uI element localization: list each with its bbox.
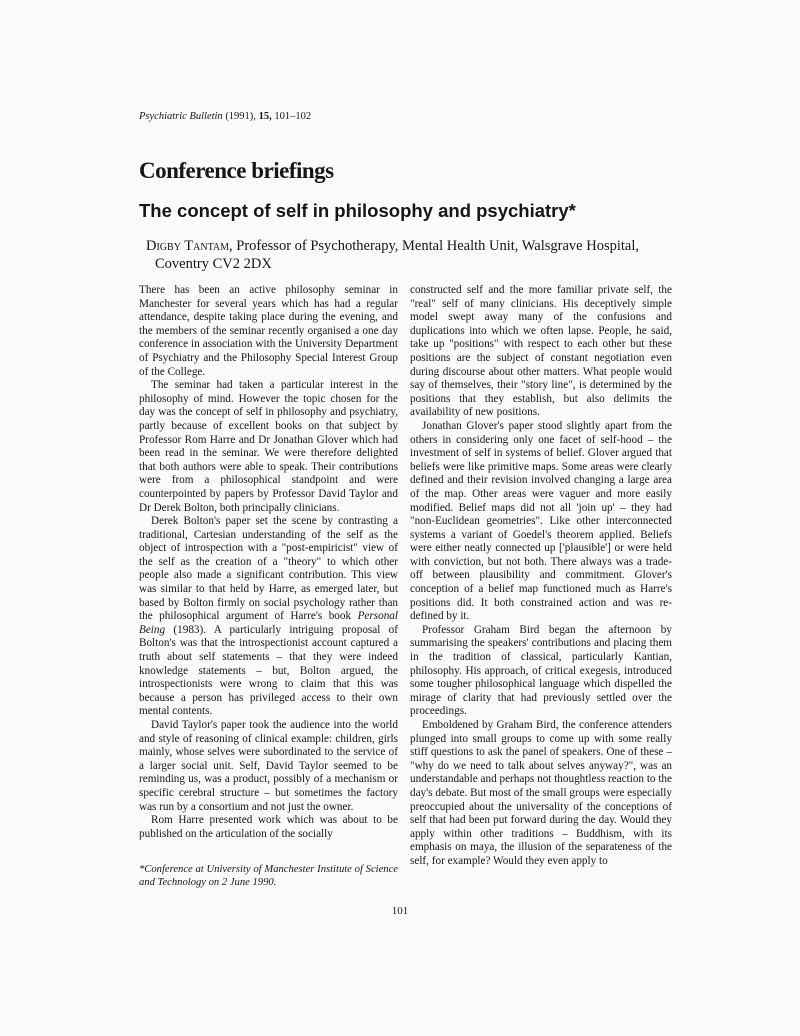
author-affiliation: Professor of Psychotherapy, Mental Health Unit, Walsgrave Hospital, [236, 238, 639, 254]
paragraph: The seminar had taken a particular interest in the philosophy of mind. However the topic chosen for the day was the concept of self in philosophy and psychiatry, partly because of excellent books on that subject by Professor Rom Harre and Dr Jonathan Glover which had been read in the seminar. We were therefore delighted that both authors were able to speak. Their contributions were from a philosophical standpoint and were counterpointed by papers by Professor David Taylor and Dr Derek Bolton, both principally clinicians. [139, 379, 398, 514]
paragraph: David Taylor's paper took the audience into the world and style of reasoning of clinical example: children, girls mainly, whose selves were subordinated to the service of a larger social unit. Self, David Taylor seemed to be reminding us, was a product, possibly of a mechanism or specific cerebral structure – but sometimes the factory was run by a consortium and not just the owner. [139, 719, 398, 813]
page-number: 101 [391, 905, 409, 917]
paragraph: There has been an active philosophy seminar in Manchester for several years which has had a regular attendance, despite taking place during the evening, and the members of the seminar recently organised a one day conference in association with the University Department of Psychiatry and the Philosophy Special Interest Group of the College. [139, 284, 398, 378]
author-address: Coventry CV2 2DX [155, 256, 272, 272]
paragraph: Jonathan Glover's paper stood slightly apart from the others in considering only one facet of self-hood – the investment of self in systems of belief. Glover argued that beliefs were like primitive maps. Some areas were clearly defined and their revision involved changing a large area of the map. Other areas were vaguer and more easily modified. Belief maps did not all 'join up' – they had "non-Euclidean geometries". Like other interconnected systems a variant of Goedel's theorem applied. Beliefs were either neatly connected up ['plausible'] or were held with conviction, but not both. There always was a trade-off between plausibility and commitment. Glover's conception of a belief map functioned much as Harre's positions did. It both constrained action and was re-defined by it. [410, 419, 672, 623]
book-title: Personal Being [139, 610, 398, 636]
paragraph: Emboldened by Graham Bird, the conference attenders plunged into small groups to come up with some really stiff questions to ask the panel of speakers. One of these – "why do we need to talk about selves anyway?", was an understandable and perhaps not thoughtless reaction to the day's debate. But most of the small groups were especially preoccupied about the universality of the conceptions of self that had been put forward during the day. Would they apply within other traditions – Buddhism, with its emphasis on maya, the illusion of the separateness of the self, for example? Would they even apply to [410, 719, 672, 867]
right-column [410, 284, 672, 869]
paragraph: constructed self and the more familiar private self, the "real" self of many clinicians. His deceptively simple model swept away many of the confusions and duplications into which we often lapse. People, he said, take up "positions" with respect to each other but these positions are the subject of constant negotiation even during discourse about other matters. What people would say of themselves, their "story line", is determined by the positions that they establish, but also delimits the availability of new positions. [410, 284, 672, 419]
journal-volume: 15, [258, 111, 272, 122]
journal-pages: 101–102 [274, 111, 312, 122]
section-title: Conference briefings [139, 158, 334, 183]
paragraph-text: (1983). A particularly intriguing proposal of Bolton's was that the introspectionist account captured a truth about self statements – that they were indeed knowledge statements – but, Bolton argued, the introspectionists were wrong to claim that this was because a person has privileged access to their own mental contents. [139, 623, 398, 718]
byline-line-1 [146, 237, 676, 255]
journal-name: Psychiatric Bulletin [139, 111, 223, 122]
paragraph: Professor Graham Bird began the afternoon by summarising the speakers' contributions and placing them in the tradition of classical, particularly Kantian, philosophy. His approach, of critical exegesis, introduced some tougher philosophical language which dispelled the mirage of clarity that had previously settled over the proceedings. [410, 623, 672, 718]
byline [146, 237, 676, 273]
author-name: Digby Tantam, [146, 238, 233, 254]
paragraph: Rom Harre presented work which was about to be published on the articulation of the socially [139, 814, 398, 840]
article-title: The concept of self in philosophy and psychiatry* [139, 200, 576, 221]
running-header [139, 111, 311, 122]
left-column [139, 284, 398, 841]
paragraph [139, 515, 398, 719]
footnote: *Conference at University of Manchester Institute of Science and Technology on 2 June 1990. [139, 864, 398, 888]
journal-year: (1991), [225, 111, 256, 122]
paragraph-text: Derek Bolton's paper set the scene by contrasting a traditional, Cartesian understanding of the self as the object of introspection with a "post-empiricist" view of the self as the creation of a "theory" to which other people also made a significant contribution. This view was similar to that held by Harre, as emerged later, but based by Bolton firmly on social psychology rather than the philosophical argument of Harre's book [139, 515, 398, 623]
